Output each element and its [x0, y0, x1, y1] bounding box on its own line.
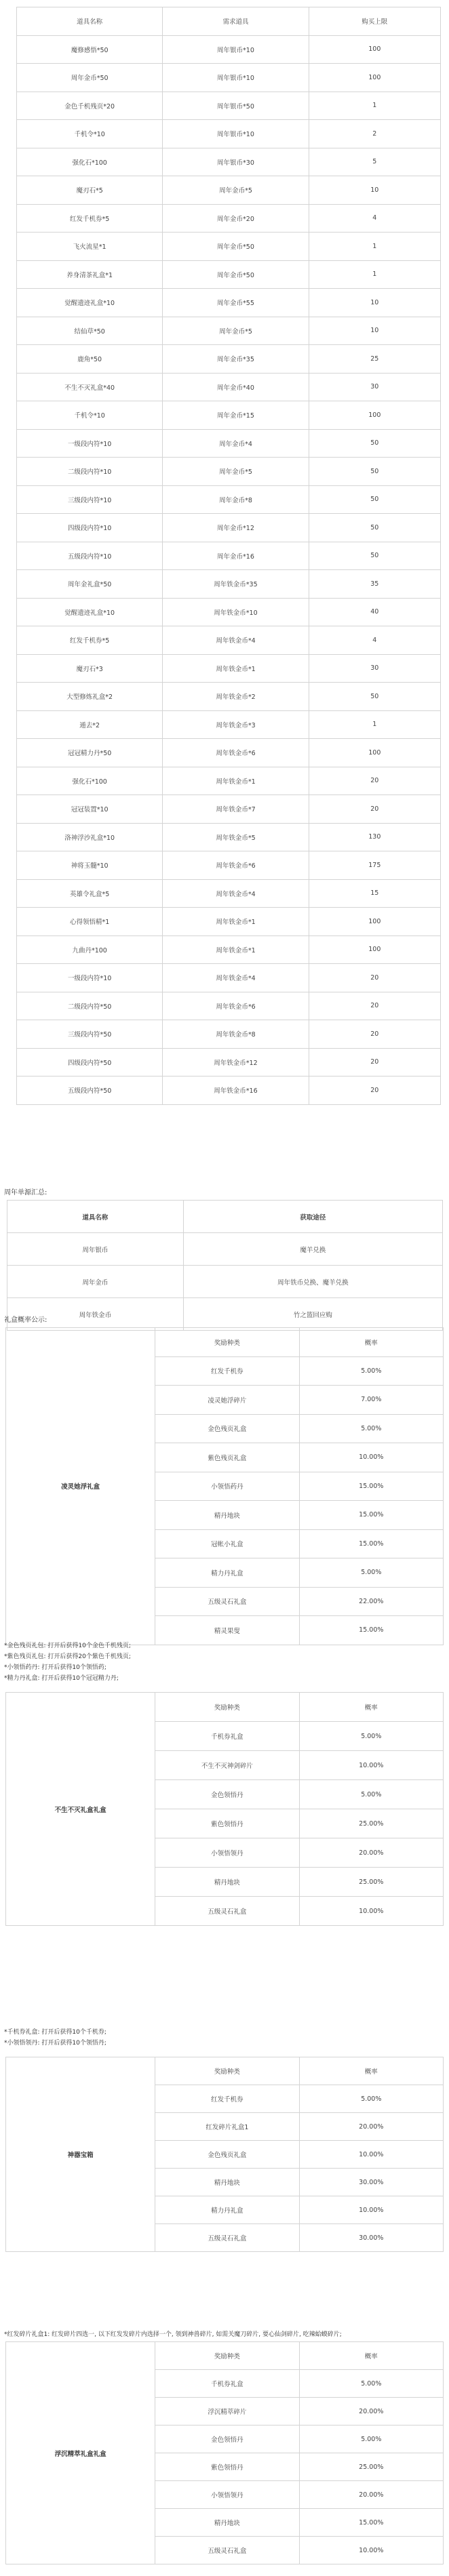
reward-type: 五级灵石礼盒	[155, 1897, 299, 1926]
table-cell: 周年金币*8	[163, 485, 309, 514]
table-cell: 四级段内符*10	[17, 514, 163, 542]
table-cell: 30	[309, 373, 440, 401]
table-cell: 五级段内符*50	[17, 1076, 163, 1105]
column-header: 概率	[299, 1328, 443, 1357]
probability: 5.00%	[299, 1722, 443, 1751]
probability: 5.00%	[299, 2426, 443, 2453]
table-cell: 周年铁金币*1	[163, 908, 309, 936]
prob-section-title: 礼盒概率公示:	[4, 1316, 47, 1324]
reward-type: 金色领悟丹	[155, 2426, 299, 2453]
table-cell: 20	[309, 1020, 440, 1049]
table-cell: 周年铁金币*3	[163, 710, 309, 739]
table-cell: 20	[309, 795, 440, 824]
table-cell: 20	[309, 767, 440, 795]
table-cell: 周年银币*50	[163, 92, 309, 120]
table-cell: 强化石*100	[17, 767, 163, 795]
table-cell: 20	[309, 1076, 440, 1105]
table-row	[17, 570, 441, 599]
table-cell: 一级段内符*10	[17, 429, 163, 458]
table-cell: 魔刃石*3	[17, 654, 163, 683]
reward-type: 不生不灭神剑碎片	[155, 1751, 299, 1780]
table-cell: 周年铁金币*10	[163, 598, 309, 626]
table-cell: 大型修炼礼盒*2	[17, 683, 163, 711]
probability: 15.00%	[299, 1501, 443, 1530]
probability: 30.00%	[299, 2224, 443, 2252]
notes-a	[4, 1641, 131, 1684]
table-cell: 50	[309, 683, 440, 711]
table-cell: 20	[309, 1048, 440, 1076]
table-cell: 周年银币*10	[163, 35, 309, 64]
reward-type: 千机券礼盒	[155, 2370, 299, 2398]
reward-type: 精丹地块	[155, 1868, 299, 1897]
table-cell: 三级段内符*10	[17, 485, 163, 514]
table-cell: 二级段内符*10	[17, 458, 163, 486]
table-cell: 周年金币	[7, 1266, 184, 1298]
table-cell: 175	[309, 851, 440, 880]
table-cell: 20	[309, 964, 440, 992]
table-row	[17, 373, 441, 401]
table-cell: 千机令*10	[17, 401, 163, 430]
table-cell: 周年金币*16	[163, 542, 309, 570]
prob-table-3	[5, 2057, 444, 2252]
table-cell: 周年铁金币*6	[163, 851, 309, 880]
table-cell: 千机令*10	[17, 120, 163, 148]
table-cell: 鹿角*50	[17, 345, 163, 374]
table-cell: 20	[309, 992, 440, 1020]
table-row	[17, 992, 441, 1020]
table-cell: 25	[309, 345, 440, 374]
table-cell: 35	[309, 570, 440, 599]
table-cell: 周年铁金币*35	[163, 570, 309, 599]
probability: 25.00%	[299, 1809, 443, 1838]
table-cell: 不生不灭礼盒*40	[17, 373, 163, 401]
table-cell: 50	[309, 458, 440, 486]
table-cell: 周年铁金币*4	[163, 964, 309, 992]
reward-type: 小领悟药丹	[155, 1472, 299, 1501]
prob-table-2	[5, 1692, 444, 1926]
table-cell: 飞火流星*1	[17, 233, 163, 261]
probability: 10.00%	[299, 1443, 443, 1472]
table-row	[17, 908, 441, 936]
reward-type: 精力丹礼盒	[155, 2196, 299, 2224]
table-cell: 红发千机券*5	[17, 204, 163, 233]
table-cell: 周年铁金币*6	[163, 739, 309, 767]
table-row	[17, 64, 441, 92]
prob-table-1	[5, 1327, 444, 1645]
table-row	[17, 317, 441, 345]
table-row	[17, 289, 441, 317]
table-cell: 周年金礼盒*50	[17, 570, 163, 599]
table-cell: 5	[309, 148, 440, 176]
reward-type: 金色残页礼盒	[155, 1414, 299, 1443]
column-header: 获取途径	[183, 1201, 442, 1233]
table-cell: 1	[309, 260, 440, 289]
table-cell: 三级段内符*50	[17, 1020, 163, 1049]
reward-type: 精丹地块	[155, 2169, 299, 2196]
table-cell: 50	[309, 542, 440, 570]
table-cell: 周年铁金币*5	[163, 823, 309, 851]
probability: 5.00%	[299, 2085, 443, 2113]
column-header: 概率	[299, 2342, 443, 2370]
note-line: *精力丹礼盒: 打开后获得10个冠冠精力丹;	[4, 1675, 119, 1682]
table-cell: 强化石*100	[17, 148, 163, 176]
note-line: *金色残页礼包: 打开后获得10个金色千机残页;	[4, 1643, 131, 1649]
table-cell: 英雄令礼盒*5	[17, 879, 163, 908]
gift-box-name: 神器宝箱	[6, 2057, 155, 2252]
table-cell: 周年银币*30	[163, 148, 309, 176]
table-row	[17, 1048, 441, 1076]
table-row	[17, 598, 441, 626]
probability: 5.00%	[299, 1558, 443, 1588]
column-header: 需求道具	[163, 7, 309, 36]
table-row	[17, 233, 441, 261]
table-cell: 冠冠装置*10	[17, 795, 163, 824]
table-row	[17, 935, 441, 964]
table-row	[17, 964, 441, 992]
table-cell: 周年金币*50	[163, 260, 309, 289]
column-header: 概率	[299, 2057, 443, 2085]
table-cell: 金色千机残页*20	[17, 92, 163, 120]
table-cell: 100	[309, 64, 440, 92]
table-cell: 觉醒遗迹礼盒*10	[17, 598, 163, 626]
table-row	[17, 514, 441, 542]
table-cell: 周年金币*35	[163, 345, 309, 374]
exchange-table	[16, 7, 441, 1105]
prob-table-4	[5, 2341, 444, 2564]
probability: 15.00%	[299, 2509, 443, 2537]
table-row	[17, 823, 441, 851]
column-header: 道具名称	[17, 7, 163, 36]
note-line: *小领悟领丹: 打开后获得10个领悟丹;	[4, 2040, 106, 2047]
table-cell: 周年铁金币*2	[163, 683, 309, 711]
probability: 25.00%	[299, 1868, 443, 1897]
table-cell: 10	[309, 176, 440, 205]
table-header-row	[6, 2342, 444, 2370]
table-cell: 冠冠精力丹*50	[17, 739, 163, 767]
table-cell: 周年铁金币*7	[163, 795, 309, 824]
probability: 10.00%	[299, 1751, 443, 1780]
probability: 20.00%	[299, 2113, 443, 2141]
note-line: *小领悟药丹: 打开后获得10个领悟药;	[4, 1664, 106, 1671]
table-cell: 周年银币*10	[163, 120, 309, 148]
reward-type: 五级灵石礼盒	[155, 2224, 299, 2252]
table-cell: 周年铁金币*6	[163, 992, 309, 1020]
probability: 15.00%	[299, 1472, 443, 1501]
table-header-row	[17, 7, 441, 36]
table-row	[17, 654, 441, 683]
probability: 5.00%	[299, 2370, 443, 2398]
reward-type: 红发千机券	[155, 2085, 299, 2113]
table-cell: 周年铁金币*4	[163, 879, 309, 908]
table-cell: 竹之篮回应购	[183, 1298, 442, 1331]
table-row	[17, 485, 441, 514]
table-row	[17, 626, 441, 655]
table-cell: 周年铁金币*4	[163, 626, 309, 655]
probability: 5.00%	[299, 1414, 443, 1443]
table-cell: 4	[309, 204, 440, 233]
table-cell: 10	[309, 289, 440, 317]
table-row	[17, 739, 441, 767]
table-cell: 周年金币*5	[163, 176, 309, 205]
table-header-row	[6, 1328, 444, 1357]
table-cell: 1	[309, 92, 440, 120]
probability: 15.00%	[299, 1616, 443, 1645]
notes-c	[4, 2329, 342, 2340]
table-row	[17, 1076, 441, 1105]
table-cell: 100	[309, 908, 440, 936]
probability: 20.00%	[299, 2398, 443, 2426]
table-cell: 周年金币*20	[163, 204, 309, 233]
table-cell: 40	[309, 598, 440, 626]
probability: 22.00%	[299, 1587, 443, 1616]
table-row	[17, 401, 441, 430]
table-cell: 100	[309, 739, 440, 767]
table-cell: 周年金币*15	[163, 401, 309, 430]
probability: 30.00%	[299, 2169, 443, 2196]
gift-box-name: 凌灵她浮礼盒	[6, 1328, 155, 1645]
reward-type: 红发千机券	[155, 1356, 299, 1386]
table-header-row	[6, 2057, 444, 2085]
table-cell: 魔刃石*5	[17, 176, 163, 205]
table-row	[17, 1020, 441, 1049]
column-header: 概率	[299, 1693, 443, 1722]
table-cell: 周年金币*5	[163, 317, 309, 345]
table-cell: 周年铁金币*1	[163, 654, 309, 683]
probability: 10.00%	[299, 2196, 443, 2224]
probability: 25.00%	[299, 2453, 443, 2481]
reward-type: 精力丹礼盒	[155, 1558, 299, 1588]
column-header: 奖励种类	[155, 2057, 299, 2085]
table-cell: 周年金币*40	[163, 373, 309, 401]
reward-type: 精灵果叟	[155, 1616, 299, 1645]
table-row	[17, 542, 441, 570]
table-cell: 结仙草*50	[17, 317, 163, 345]
table-cell: 魔羊兑换	[183, 1233, 442, 1266]
reward-type: 紫色残页礼盒	[155, 1443, 299, 1472]
reward-type: 小领悟领丹	[155, 1838, 299, 1868]
reward-type: 金色领悟丹	[155, 1780, 299, 1809]
notes-b	[4, 2027, 106, 2049]
table-row	[7, 1298, 443, 1331]
reward-type: 冠帐小礼盒	[155, 1529, 299, 1558]
table-cell: 遁去*2	[17, 710, 163, 739]
table-cell: 100	[309, 935, 440, 964]
table-cell: 50	[309, 485, 440, 514]
gift-box-name: 不生不灭礼盒礼盒	[6, 1693, 155, 1926]
table-cell: 养身清茶礼盒*1	[17, 260, 163, 289]
column-header: 购买上限	[309, 7, 440, 36]
probability: 5.00%	[299, 1780, 443, 1809]
table-cell: 周年铁币兑换、魔羊兑换	[183, 1266, 442, 1298]
reward-type: 小领悟领丹	[155, 2481, 299, 2509]
table-cell: 周年银币*10	[163, 64, 309, 92]
table-row	[17, 683, 441, 711]
column-header: 道具名称	[7, 1201, 184, 1233]
column-header: 奖励种类	[155, 1693, 299, 1722]
table-row	[17, 260, 441, 289]
table-cell: 周年铁金币*1	[163, 767, 309, 795]
table-cell: 魔修感悟*50	[17, 35, 163, 64]
table-row	[17, 710, 441, 739]
table-cell: 五级段内符*10	[17, 542, 163, 570]
table-cell: 九曲丹*100	[17, 935, 163, 964]
column-header: 奖励种类	[155, 2342, 299, 2370]
table-header-row	[6, 1693, 444, 1722]
table-cell: 100	[309, 401, 440, 430]
reward-type: 紫色领悟丹	[155, 2453, 299, 2481]
table-row	[17, 92, 441, 120]
table-cell: 50	[309, 514, 440, 542]
table-cell: 周年铁金币*1	[163, 935, 309, 964]
table-cell: 周年金币*55	[163, 289, 309, 317]
gift-box-name: 浮沉精萃礼盒礼盒	[6, 2342, 155, 2564]
table-cell: 心得领悟精*1	[17, 908, 163, 936]
reward-type: 凌灵她浮碎片	[155, 1386, 299, 1415]
table-cell: 周年铁金币*16	[163, 1076, 309, 1105]
table-cell: 周年金币*50	[17, 64, 163, 92]
reward-type: 浮沉精萃碎片	[155, 2398, 299, 2426]
table-cell: 1	[309, 233, 440, 261]
table-cell: 100	[309, 35, 440, 64]
probability: 20.00%	[299, 2481, 443, 2509]
table-row	[17, 35, 441, 64]
note-line: *紫色残页礼包: 打开后获得20个紫色千机残页;	[4, 1653, 131, 1660]
table-row	[17, 176, 441, 205]
reward-type: 金色残页礼盒	[155, 2141, 299, 2169]
table-row	[7, 1266, 443, 1298]
table-cell: 1	[309, 710, 440, 739]
table-row	[17, 429, 441, 458]
table-row	[17, 148, 441, 176]
table-row	[17, 204, 441, 233]
table-header-row	[7, 1201, 443, 1233]
reward-type: 五级灵石礼盒	[155, 1587, 299, 1616]
table-cell: 洛神浮沙礼盒*10	[17, 823, 163, 851]
probability: 20.00%	[299, 1838, 443, 1868]
table-cell: 50	[309, 429, 440, 458]
table-row	[17, 767, 441, 795]
table-cell: 周年金币*4	[163, 429, 309, 458]
note-line: *红发碎片礼盒1: 红发碎片四选一, 以下红发发碎片内选择一个, 领到神兽碎片, 如需关魔刀碎片, 要心仙剑碎片, 吃辣蛤蟆碎片;	[4, 2331, 342, 2338]
table-cell: 觉醒遗迹礼盒*10	[17, 289, 163, 317]
note-line: *千机券礼盒: 打开后获得10个千机券;	[4, 2029, 106, 2036]
table-row	[17, 345, 441, 374]
reward-type: 紫色领悟丹	[155, 1809, 299, 1838]
table-cell: 周年银币	[7, 1233, 184, 1266]
table-cell: 30	[309, 654, 440, 683]
table-row	[17, 120, 441, 148]
table-cell: 周年金币*12	[163, 514, 309, 542]
table-cell: 一级段内符*10	[17, 964, 163, 992]
table-cell: 红发千机券*5	[17, 626, 163, 655]
table-cell: 4	[309, 626, 440, 655]
reward-type: 五级灵石礼盒	[155, 2537, 299, 2564]
currency-table	[7, 1200, 443, 1331]
table-cell: 周年金币*5	[163, 458, 309, 486]
probability: 10.00%	[299, 2537, 443, 2564]
table-row	[17, 795, 441, 824]
reward-type: 精丹地块	[155, 2509, 299, 2537]
reward-type: 千机券礼盒	[155, 1722, 299, 1751]
table-cell: 周年铁金币	[7, 1298, 184, 1331]
table-cell: 周年铁金币*12	[163, 1048, 309, 1076]
reward-type: 精丹地块	[155, 1501, 299, 1530]
table-cell: 神将玉髓*10	[17, 851, 163, 880]
table-cell: 四级段内符*50	[17, 1048, 163, 1076]
table-row	[7, 1233, 443, 1266]
table-cell: 二级段内符*50	[17, 992, 163, 1020]
reward-type: 红发碎片礼盒1	[155, 2113, 299, 2141]
table-cell: 130	[309, 823, 440, 851]
table-row	[17, 851, 441, 880]
table-row	[17, 879, 441, 908]
table-cell: 周年铁金币*8	[163, 1020, 309, 1049]
column-header: 奖励种类	[155, 1328, 299, 1357]
probability: 5.00%	[299, 1356, 443, 1386]
currency-section-title: 周年单源汇总:	[4, 1189, 47, 1196]
table-cell: 2	[309, 120, 440, 148]
table-cell: 周年金币*50	[163, 233, 309, 261]
table-cell: 15	[309, 879, 440, 908]
probability: 15.00%	[299, 1529, 443, 1558]
probability: 10.00%	[299, 1897, 443, 1926]
probability: 7.00%	[299, 1386, 443, 1415]
table-cell: 10	[309, 317, 440, 345]
probability: 10.00%	[299, 2141, 443, 2169]
table-row	[17, 458, 441, 486]
